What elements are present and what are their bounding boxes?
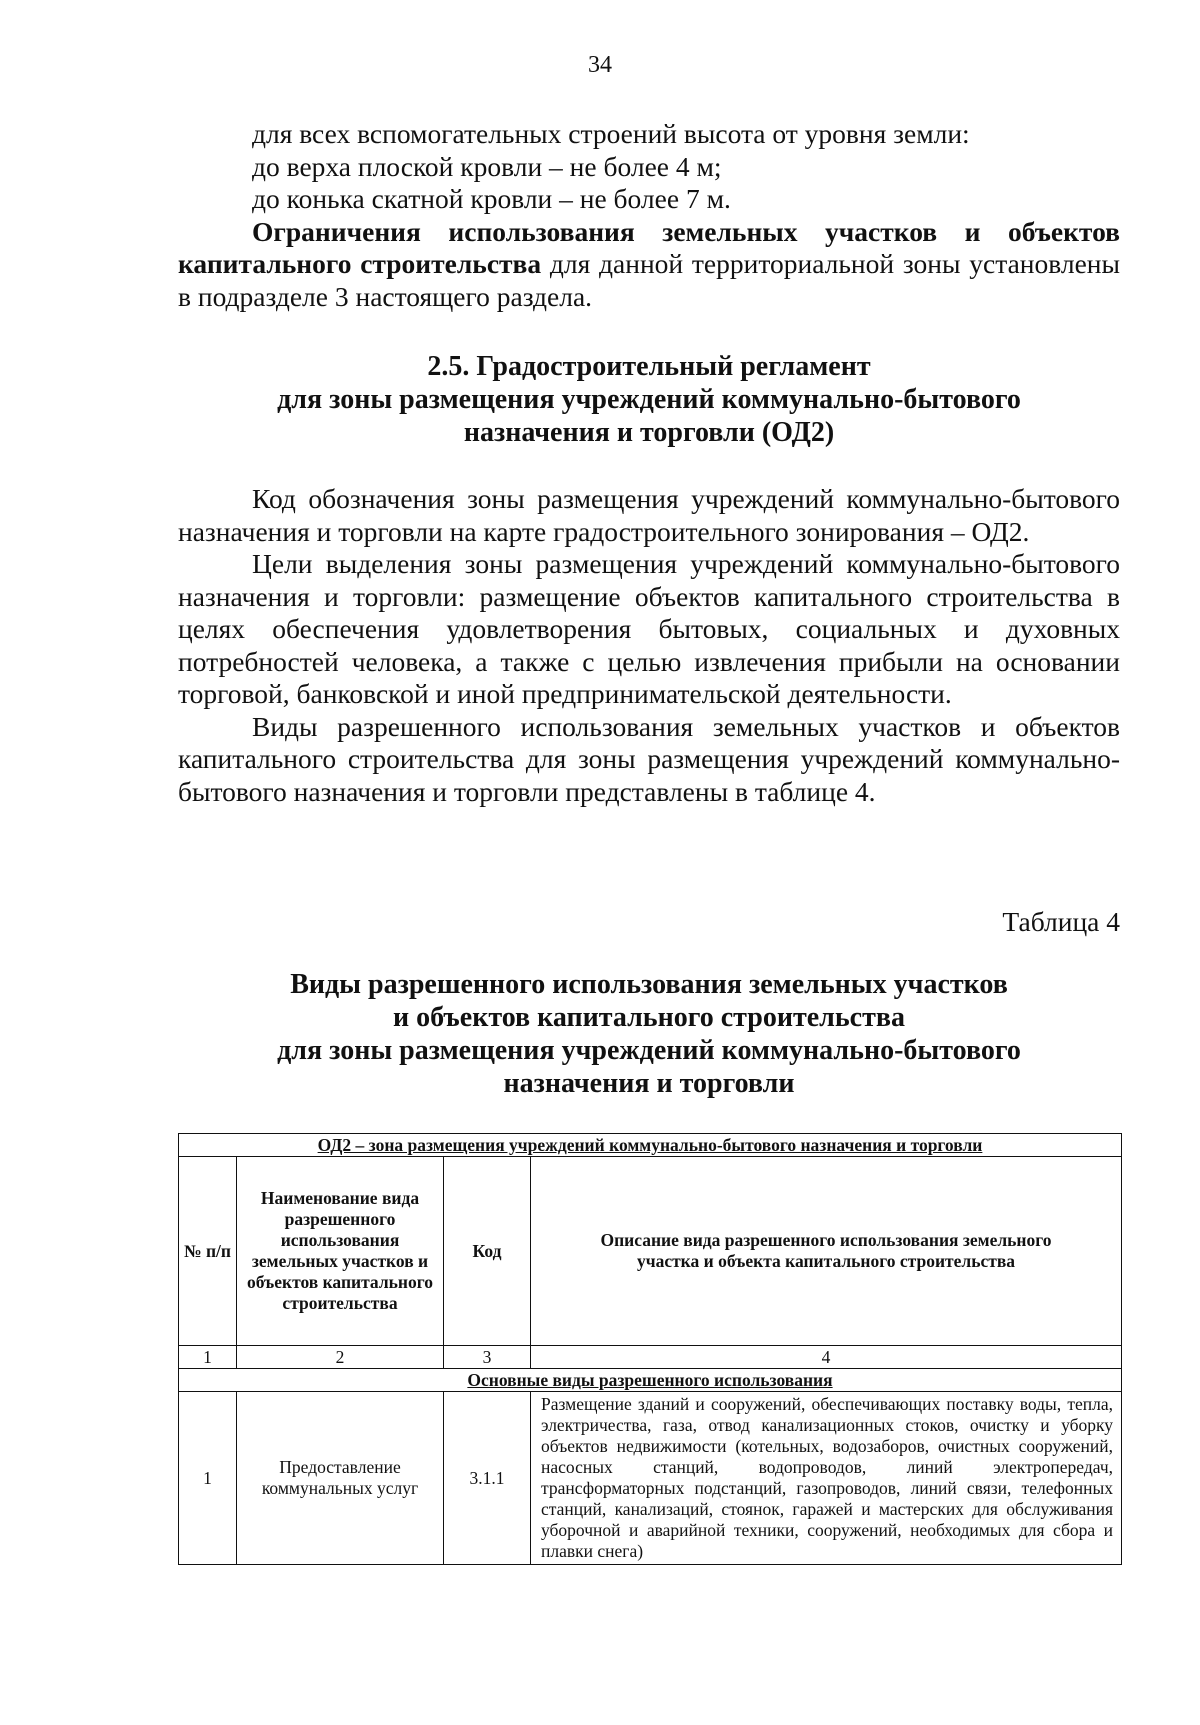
restrictions-rest-text: для данной территориальной зоны установлены в подразделе 3 настоящего раздела. — [178, 248, 1120, 312]
header-name: Наименование вида разрешенного использования земельных участков и объектов капитального строительства — [237, 1157, 444, 1346]
zone-description — [178, 483, 1120, 808]
code-paragraph: Код обозначения зоны размещения учреждений коммунально-бытового назначения и торговли на карте градостроительного зонирования – ОД2. — [178, 483, 1120, 547]
column-number: 1 — [179, 1346, 237, 1369]
table-row — [179, 1392, 1122, 1565]
column-number: 4 — [531, 1346, 1122, 1369]
row-num: 1 — [179, 1392, 237, 1565]
header-num: № п/п — [179, 1157, 237, 1346]
uses-paragraph: Виды разрешенного использования земельных участков и объектов капитального строительства для зоны размещения учреждений коммунально-бытового назначения и торговли представлены в таблице 4. — [178, 710, 1120, 807]
table-title-line: и объектов капитального строительства — [393, 1002, 905, 1033]
intro-line: до верха плоской кровли – не более 4 м; — [252, 150, 722, 182]
section-heading-line: назначения и торговли (ОД2) — [463, 417, 835, 448]
intro-block — [178, 118, 1120, 313]
section-heading — [178, 350, 1120, 449]
column-number: 2 — [237, 1346, 444, 1369]
row-code: 3.1.1 — [444, 1392, 531, 1565]
permitted-uses-table — [178, 1133, 1122, 1565]
group-label: Основные виды разрешенного использования — [179, 1369, 1122, 1392]
table-title-line: назначения и торговли — [503, 1068, 795, 1099]
table-title-line: для зоны размещения учреждений коммунально-бытового — [277, 1035, 1021, 1066]
restrictions-bold-text: Ограничения использования земельных участков и объектов капитального строительства — [178, 215, 1120, 279]
restrictions-paragraph — [178, 216, 1120, 314]
table-title-line: Виды разрешенного использования земельных участков — [290, 969, 1008, 1000]
zone-header-row — [179, 1134, 1122, 1157]
column-header-row — [179, 1157, 1122, 1346]
header-code: Код — [444, 1157, 531, 1346]
table-caption: Таблица 4 — [1002, 906, 1120, 937]
intro-line: до конька скатной кровли – не более 7 м. — [252, 183, 731, 214]
zone-header-cell: ОД2 – зона размещения учреждений коммунально-бытового назначения и торговли — [179, 1134, 1122, 1157]
group-row — [179, 1369, 1122, 1392]
section-heading-line: 2.5. Градостроительный регламент — [427, 351, 871, 382]
table-title — [178, 968, 1120, 1100]
column-number: 3 — [444, 1346, 531, 1369]
section-heading-line: для зоны размещения учреждений коммунально-бытового — [277, 384, 1021, 415]
row-name: Предоставление коммунальных услуг — [237, 1392, 444, 1565]
page-number: 34 — [588, 52, 612, 78]
row-desc: Размещение зданий и сооружений, обеспечивающих поставку воды, тепла, электричества, газа, отвод канализационных стоков, очистку и уборку объектов недвижимости (котельных, водозаборов, очистных сооружений, насосных станций, водопроводов, линий электропередач, трансформаторных подстанций, газопроводов, линий связи, телефонных станций, канализаций, стоянок, гаражей и мастерских для обслуживания уборочной и аварийной техники, сооружений, необходимых для сбора и плавки снега) — [531, 1392, 1122, 1565]
header-desc: Описание вида разрешенного использования земельного участка и объекта капитального строительства — [531, 1157, 1122, 1346]
column-number-row — [179, 1346, 1122, 1369]
goals-paragraph: Цели выделения зоны размещения учреждений коммунально-бытового назначения и торговли: размещение объектов капитального строительства в целях обеспечения удовлетворения бытовых, социальных и духовных потребностей человека, а также с целью извлечения прибыли на основании торговой, банковской и иной предпринимательской деятельности. — [178, 548, 1120, 709]
intro-line: для всех вспомогательных строений высота от уровня земли: — [252, 118, 970, 149]
